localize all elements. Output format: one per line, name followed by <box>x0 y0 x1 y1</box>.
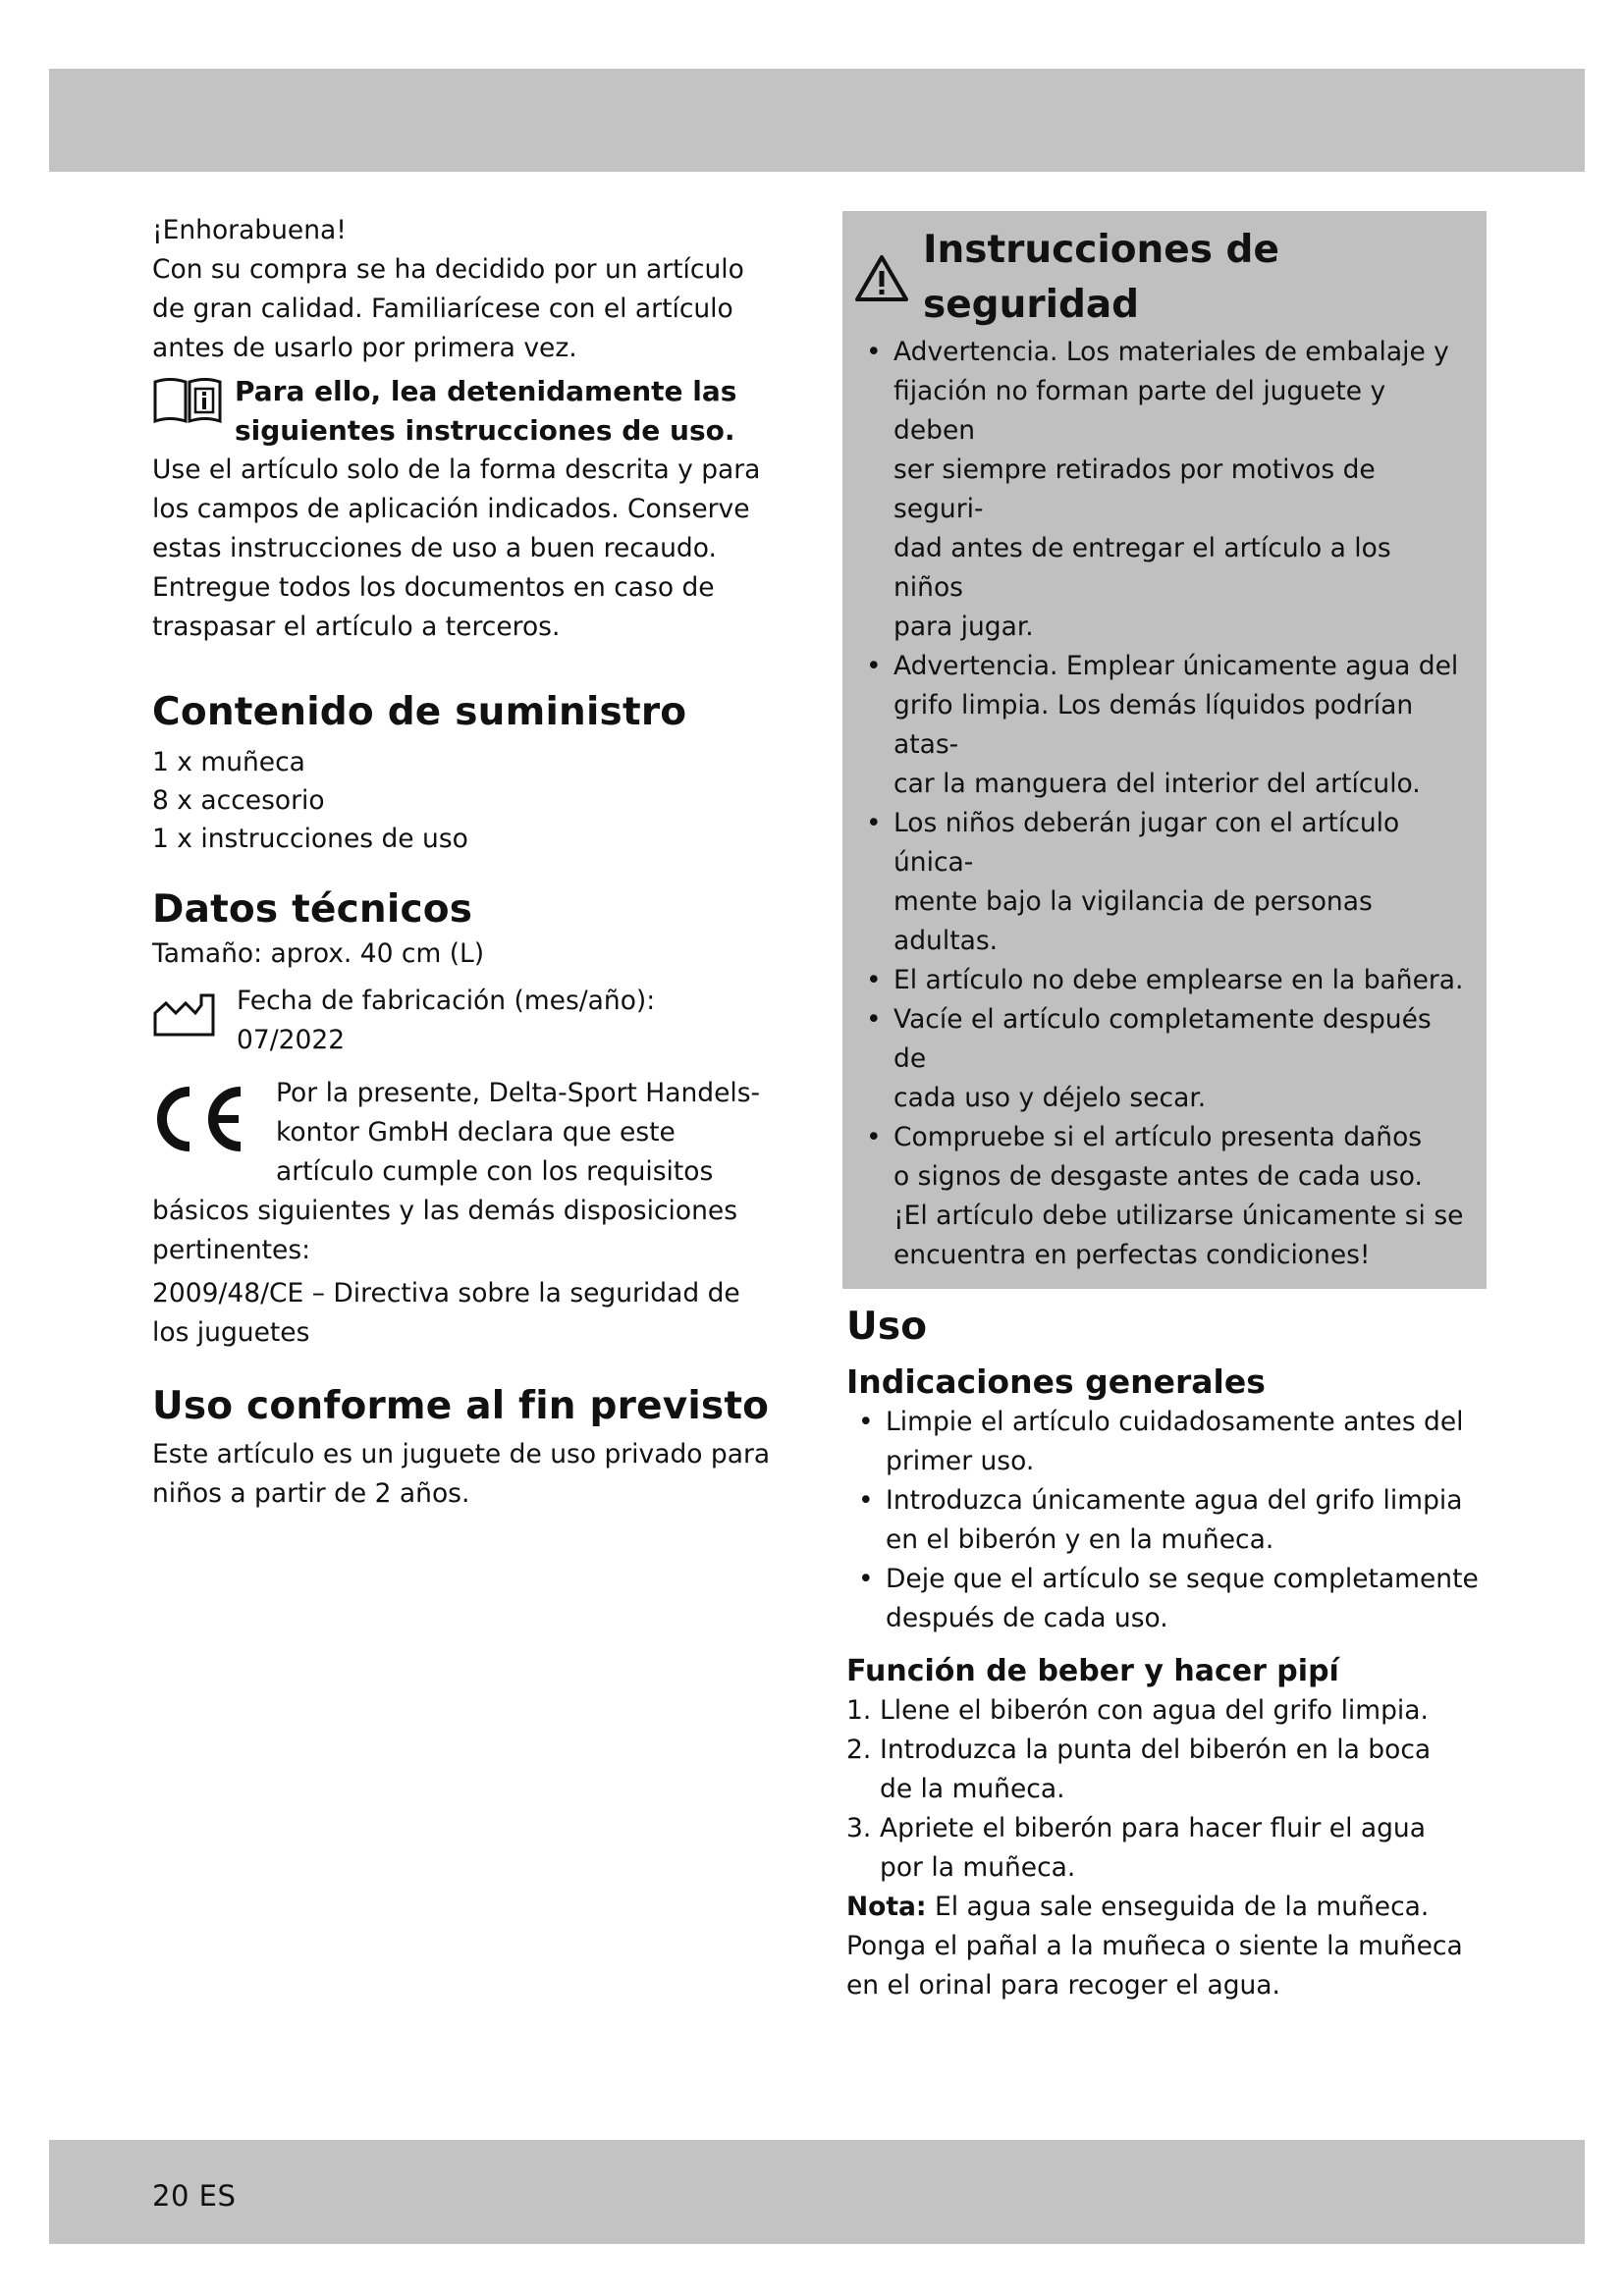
safety-line: mente bajo la vigilancia de personas adultas. <box>893 886 1373 956</box>
safety-line: ser siempre retirados por motivos de seguri- <box>893 454 1376 524</box>
directive-text <box>152 1274 781 1353</box>
directive-line: los juguetes <box>152 1317 310 1348</box>
manufacturer-factory-icon <box>152 991 221 1039</box>
note-line: en el orinal para recoger el agua. <box>846 1970 1280 2001</box>
safety-title-text: Instrucciones de seguridad <box>923 228 1279 327</box>
list-item: 1 x muñeca <box>152 747 305 777</box>
ce-line: Por la presente, Delta-Sport Handels- <box>276 1078 761 1108</box>
general-line: Deje que el artículo se seque completamente <box>886 1564 1479 1594</box>
general-line: Limpie el artículo cuidadosamente antes del <box>886 1407 1464 1437</box>
safety-line: ¡El artículo debe utilizarse únicamente si se <box>893 1201 1464 1231</box>
intro-line: antes de usarlo por primera vez. <box>152 333 577 363</box>
safety-item: • Vacíe el artículo completamente después de cada uso y déjelo secar. <box>854 1000 1469 1118</box>
safety-line: Compruebe si el artículo presenta daños <box>893 1122 1423 1152</box>
intro-line: Con su compra se ha decidido por un artículo <box>152 254 744 285</box>
manufacture-date-row <box>152 982 781 1060</box>
general-item: • Limpie el artículo cuidadosamente antes del primer uso. <box>846 1403 1487 1481</box>
note-label: Nota: <box>846 1892 927 1922</box>
general-line: Introduzca únicamente agua del grifo limpia <box>886 1485 1463 1516</box>
intended-use-line: Este artículo es un juguete de uso privado para <box>152 1439 771 1469</box>
header-band <box>49 69 1585 172</box>
step-line: Apriete el biberón para hacer fluir el agua <box>880 1813 1426 1843</box>
intro-paragraph <box>152 211 781 368</box>
safety-line: fijación no forman parte del juguete y deben <box>893 376 1386 446</box>
size-text: Tamaño: aprox. 40 cm (L) <box>152 938 485 969</box>
list-item: 8 x accesorio <box>152 785 325 816</box>
usage-line: estas instrucciones de uso a buen recaudo. <box>152 533 717 563</box>
step-line: de la muñeca. <box>880 1774 1065 1804</box>
safety-line: El artículo no debe emplearse en la bañera. <box>893 965 1464 995</box>
usage-paragraph <box>152 451 781 647</box>
general-item: • Introduzca únicamente agua del grifo limpia en el biberón y en la muñeca. <box>846 1481 1487 1560</box>
general-line: en el biberón y en la muñeca. <box>886 1524 1274 1555</box>
safety-line: o signos de desgaste antes de cada uso. <box>893 1161 1423 1192</box>
safety-line: car la manguera del interior del artículo. <box>893 769 1421 799</box>
ce-declaration <box>152 1074 781 1270</box>
usage-line: los campos de aplicación indicados. Conserve <box>152 494 750 524</box>
general-heading: Indicaciones generales <box>846 1362 1266 1401</box>
read-notice-line: Para ello, lea detenidamente las <box>235 375 737 407</box>
safety-line: Los niños deberán jugar con el artículo única- <box>893 808 1400 878</box>
read-notice-line: siguientes instrucciones de uso. <box>235 414 735 447</box>
list-item: 1 x instrucciones de uso <box>152 824 468 854</box>
directive-line: 2009/48/CE – Directiva sobre la seguridad de <box>152 1278 740 1308</box>
safety-item: • Advertencia. Los materiales de embalaje y fijación no forman parte del juguete y deben ser siempre retirados por motivos de seguri- dad antes de entregar el artículo a los niños para jugar. <box>854 333 1469 647</box>
usage-line: Entregue todos los documentos en caso de <box>152 572 715 603</box>
step-line: Llene el biberón con agua del grifo limpia. <box>880 1695 1429 1726</box>
ce-line: artículo cumple con los requisitos <box>276 1156 714 1187</box>
safety-line: Vacíe el artículo completamente después de <box>893 1004 1432 1074</box>
safety-item: • El artículo no debe emplearse en la bañera. <box>854 961 1469 1000</box>
intro-line: de gran calidad. Familiarícese con el artículo <box>152 294 733 324</box>
page-number: 20 ES <box>152 2179 237 2213</box>
safety-line: encuentra en perfectas condiciones! <box>893 1240 1371 1270</box>
manufacture-label: Fecha de fabricación (mes/año): <box>237 986 656 1016</box>
step-number: 3. <box>846 1813 872 1843</box>
usage-line: traspasar el artículo a terceros. <box>152 612 561 642</box>
step-number: 1. <box>846 1695 872 1726</box>
safety-line: Advertencia. Los materiales de embalaje y <box>893 337 1449 367</box>
step-item <box>846 1691 1487 1731</box>
safety-item: • Advertencia. Emplear únicamente agua del grifo limpia. Los demás líquidos podrían atas- car la manguera del interior del artículo. <box>854 647 1469 804</box>
ce-mark-icon <box>152 1082 246 1156</box>
ce-line: kontor GmbH declara que este <box>276 1117 676 1148</box>
intro-line: ¡Enhorabuena! <box>152 215 347 245</box>
right-column <box>846 211 1487 2005</box>
safety-heading <box>854 223 1469 333</box>
intended-use-text <box>152 1435 781 1514</box>
step-line: Introduzca la punta del biberón en la boca <box>880 1735 1432 1765</box>
safety-item: • Los niños deberán jugar con el artículo única- mente bajo la vigilancia de personas adultas. <box>854 804 1469 961</box>
warning-triangle-icon <box>854 253 909 302</box>
contents-list <box>152 743 781 858</box>
safety-box <box>842 211 1487 1289</box>
general-line: primer uso. <box>886 1446 1035 1476</box>
read-manual-icon <box>152 376 223 425</box>
safety-line: para jugar. <box>893 612 1034 642</box>
left-column <box>152 211 781 1514</box>
footer-band <box>49 2140 1585 2244</box>
note-paragraph <box>846 1888 1487 2005</box>
intended-use-line: niños a partir de 2 años. <box>152 1478 470 1509</box>
note-line: Ponga el pañal a la muñeca o siente la muñeca <box>846 1931 1463 1961</box>
manufacture-date: 07/2022 <box>237 1025 346 1055</box>
technical-heading: Datos técnicos <box>152 887 473 932</box>
step-item <box>846 1809 1487 1888</box>
safety-line: cada uso y déjelo secar. <box>893 1083 1207 1113</box>
safety-item: • Compruebe si el artículo presenta daños o signos de desgaste antes de cada uso. ¡El artículo debe utilizarse únicamente si se encuentra en perfectas condiciones! <box>854 1118 1469 1275</box>
intended-use-heading: Uso conforme al fin previsto <box>152 1384 770 1428</box>
step-item <box>846 1731 1487 1809</box>
contents-heading: Contenido de suministro <box>152 690 687 734</box>
safety-line: dad antes de entregar el artículo a los niños <box>893 533 1391 603</box>
read-instructions-notice <box>152 372 781 451</box>
step-number: 2. <box>846 1735 872 1765</box>
ce-line: básicos siguientes y las demás disposiciones <box>152 1196 738 1226</box>
general-line: después de cada uso. <box>886 1603 1168 1633</box>
uso-heading: Uso <box>846 1305 928 1349</box>
usage-line: Use el artículo solo de la forma descrita y para <box>152 454 761 485</box>
note-first-line: El agua sale enseguida de la muñeca. <box>926 1892 1430 1922</box>
safety-line: Advertencia. Emplear únicamente agua del <box>893 651 1459 681</box>
step-line: por la muñeca. <box>880 1852 1076 1883</box>
general-item: • Deje que el artículo se seque completamente después de cada uso. <box>846 1560 1487 1638</box>
ce-line: pertinentes: <box>152 1235 311 1265</box>
drink-heading: Función de beber y hacer pipí <box>846 1654 1339 1688</box>
safety-line: grifo limpia. Los demás líquidos podrían atas- <box>893 690 1414 760</box>
